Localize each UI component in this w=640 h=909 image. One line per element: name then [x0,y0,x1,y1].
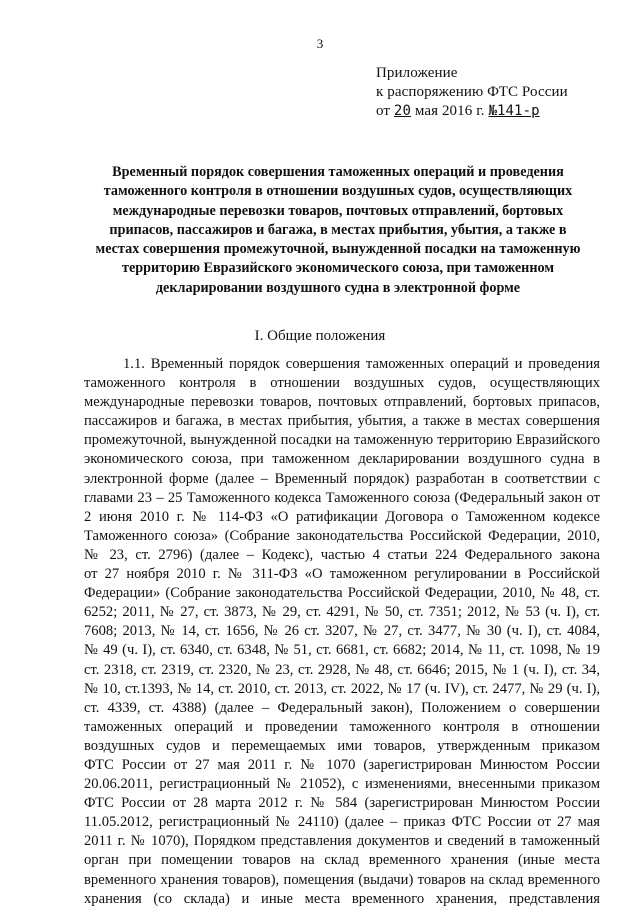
title-line: территорию Евразийского экономического союза, при таможенном [121,260,555,277]
date-prefix: от [376,103,391,119]
body-line: хранения (со склада) и иные места временного хранения, представления [84,890,600,907]
title-line: местах совершения промежуточной, вынужденной посадки на таможенную [95,241,581,258]
body-line: пассажиров и багажа, в местах прибытия, убытия, а также в местах совершения [84,413,600,430]
title-line: Временный порядок совершения таможенных операций и проведения [112,164,564,180]
body-line: промежуточной, вынужденной посадки на таможенную территорию Евразийского [84,432,600,449]
title-line: декларировании воздушного судна в электронной форме [155,279,521,296]
document-title [95,163,581,298]
page-number: 3 [316,36,324,51]
date-day: 20 [393,103,411,119]
body-line: орган при помещении товаров на склад временного хранения (иные места [84,852,600,869]
body-line: Таможенного союза» (Собрание законодательства Российской Федерации, 2010, [84,527,600,544]
appendix-order-reference: к распоряжению ФТС России [376,84,568,100]
section-heading: I. Общие положения [254,328,386,344]
body-line: 6252; 2011, № 27, ст. 3873, № 29, ст. 4291, № 50, ст. 7351; 2012, № 53 (ч. I), ст. [84,604,600,621]
title-line: таможенного контроля в отношении воздушных судов, осуществляющих [103,183,573,200]
body-line: 2 июня 2010 г. № 114-ФЗ «О ратификации Договора о Таможенном кодексе [84,508,600,525]
body-line: временного хранения товаров), помещения (выдачи) товаров на склад временного [84,871,600,888]
body-line: 20.06.2011, регистрационный № 21052), с изменениями, внесенными приказом [84,776,600,793]
body-line: таможенных операций и проведении таможенного контроля в отношении [84,718,600,735]
appendix-block [376,64,626,121]
body-line: 7608; 2013, № 14, ст. 1656, № 26 ст. 3207, № 27, ст. 3477, № 30 (ч. I), ст. 4084, [84,623,600,640]
body-line: Федерации» (Собрание законодательства Российской Федерации, 2010, № 48, ст. [84,585,600,602]
body-line: международные перевозки товаров, почтовых отправлений, бортовых припасов, [84,394,600,411]
title-line: международные перевозки товаров, почтовых отправлений, бортовых [112,202,564,219]
body-line: 1.1. Временный порядок совершения таможенных операций и проведения [123,356,600,372]
appendix-label: Приложение [376,65,458,81]
body-paragraph [84,355,600,909]
title-line: припасов, пассажиров и багажа, в местах прибытия, убытия, а также в [109,221,567,238]
appendix-date-line [376,102,626,121]
body-line: электронной форме (далее – Временный порядок) разработан в соответствии с [84,470,600,487]
body-line: таможенного контроля в отношении воздушных судов, осуществляющих [84,375,600,392]
body-line: № 23, ст. 2796) (далее – Кодекс), частью 4 статьи 224 Федерального закона [84,546,600,563]
body-line: экономического союза, при таможенном декларировании воздушного судна в [84,451,600,468]
body-line: ФТС России от 28 марта 2012 г. № 584 (зарегистрирован Минюстом России [84,795,600,812]
body-line: ст. 2318, ст. 2319, ст. 2320, № 23, ст. 2928, № 48, ст. 6646; 2015, № 1 (ч. I), ст. 34, [84,661,600,678]
body-line: № 49 (ч. I), ст. 6340, ст. 6348, № 51, ст. 6681, ст. 6682; 2014, № 11, ст. 1098, № 19 [84,642,600,659]
body-line: ст. 4339, ст. 4388) (далее – Федеральный закон), Положением о совершении [84,699,600,716]
body-line: ФТС России от 27 мая 2011 г. № 1070 (зарегистрирован Минюстом России [84,756,600,773]
body-line: главами 23 – 25 Таможенного кодекса Таможенного союза (Федеральный закон от [84,489,600,506]
body-line: воздушных судов и перемещаемых ими товаров, утвержденным приказом [84,737,600,754]
order-number: №141-р [488,103,540,119]
body-line: 11.05.2012, регистрационный № 24110) (далее – приказ ФТС России от 27 мая [84,814,600,831]
body-line: № 10, ст.1393, № 14, ст. 2010, ст. 2013, ст. 2022, № 17 (ч. IV), ст. 2477, № 29 (ч. I), [84,680,600,697]
date-month-year: мая 2016 г. [414,103,485,119]
body-line: от 27 ноября 2010 г. № 311-ФЗ «О таможенном регулировании в Российской [84,566,600,583]
body-line: 2011 г. № 1070), Порядком представления документов и сведений в таможенный [84,833,600,850]
